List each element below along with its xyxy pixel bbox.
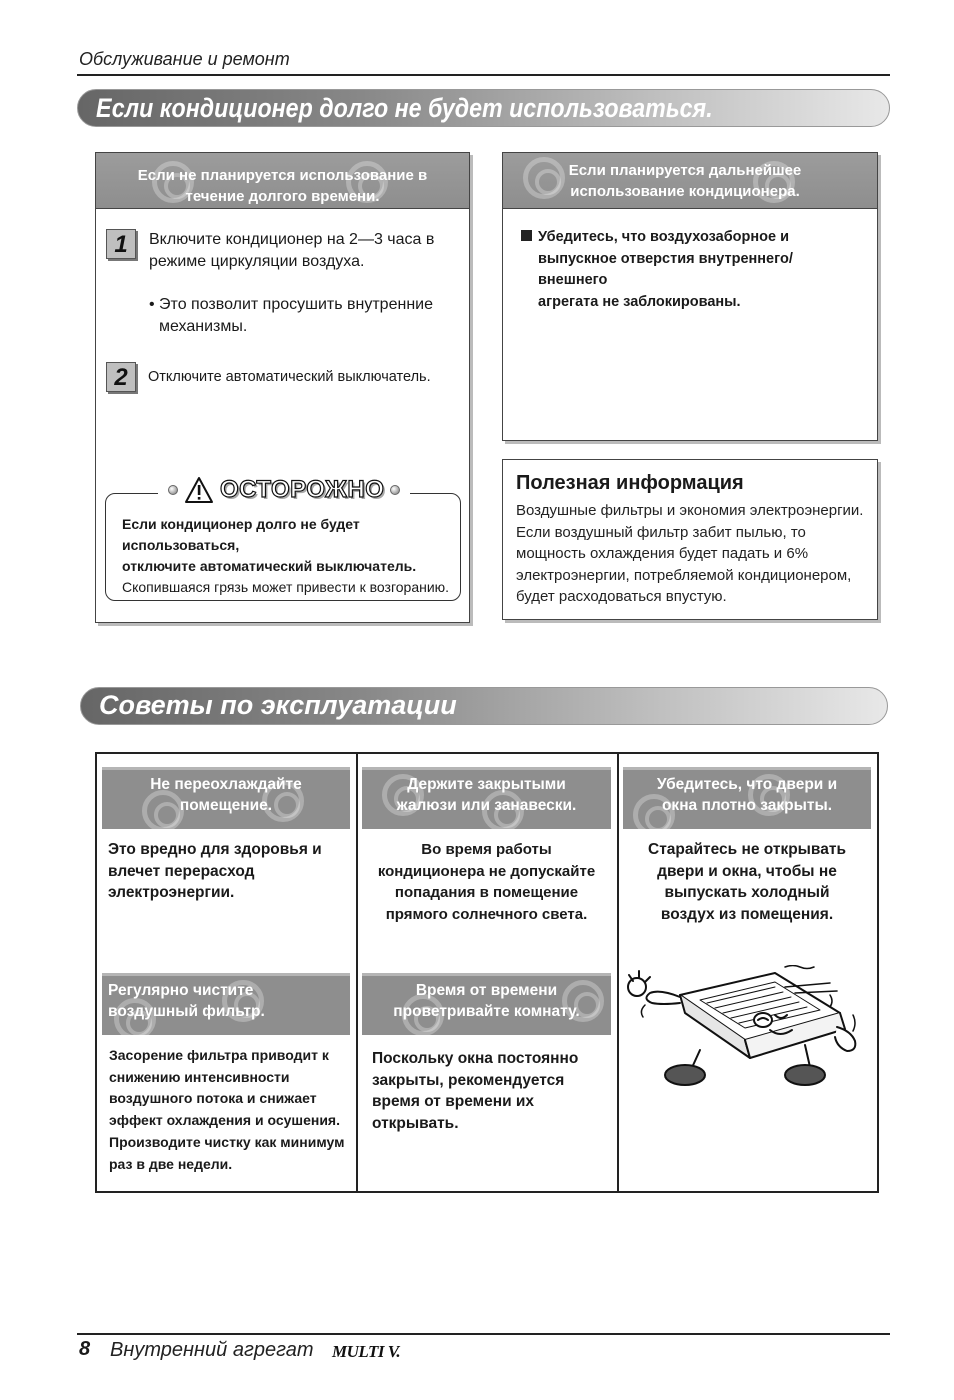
bullet-dot-icon: [168, 485, 178, 495]
banner-tips-title: Советы по эксплуатации: [99, 690, 457, 720]
tip-body-doors: Старайтесь не открывать двери и окна, чтобы не выпускать холодный воздух из помещения.: [648, 841, 846, 924]
tip-body-ventilate: Поскольку окна постоянно закрыты, рекомендуется время от времени их открывать.: [372, 1050, 579, 1132]
tip-head-filter: Регулярно чистите воздушный фильтр.: [102, 973, 350, 1035]
caution-box: [105, 476, 461, 601]
section-header: Обслуживание и ремонт: [79, 49, 290, 69]
banner-long-term: [77, 89, 890, 127]
continued-use-panel-head: [503, 153, 877, 209]
tip-body-filter: Засорение фильтра приводит к снижению интенсивности воздушного потока и снижает эффект охлаждения и осушения. Производите чистку как минимум раз в две недели.: [109, 1047, 345, 1172]
useful-info-panel: [502, 459, 878, 620]
footer-text: Внутренний агрегат: [110, 1339, 314, 1361]
continued-use-panel: [502, 152, 878, 441]
header-rule: [77, 74, 890, 76]
banner-tips: [80, 687, 888, 725]
square-bullet-icon: [521, 230, 532, 241]
long-term-panel: [95, 152, 470, 623]
caution-text: Если кондиционер долго не будет использоваться, отключите автоматический выключатель. Скопившаяся грязь может привести к возгоранию.: [122, 516, 450, 595]
grid-divider: [617, 754, 619, 1191]
banner-long-term-title: Если кондиционер долго не будет использоваться.: [96, 93, 713, 123]
long-term-panel-title: Если не планируется использование в течение долгого времени.: [137, 167, 428, 205]
grid-divider: [356, 754, 358, 1191]
tip-head-overcool: Не переохлаждайте помещение.: [102, 767, 350, 829]
page-number: 8: [79, 1338, 91, 1360]
useful-info-title: Полезная информация: [516, 472, 744, 494]
step-1-text: Включите кондиционер на 2—3 часа в режиме циркуляции воздуха.: [149, 231, 435, 270]
multi-v-logo: MULTI V.: [332, 1342, 401, 1361]
useful-info-text: Воздушные фильтры и экономия электроэнергии. Если воздушный фильтр забит пылью, то мощность охлаждения будет падать и 6% электроэнергии, потребляемой кондиционером, будет расходоваться впустую.: [516, 502, 864, 605]
continued-use-panel-title: Если планируется дальнейшее использование кондиционера.: [568, 162, 802, 200]
tip-head-ventilate: Время от времени проветривайте комнату.: [362, 973, 611, 1035]
tip-body-blinds: Во время работы кондиционера не допускайте попадания в помещение прямого солнечного света.: [377, 841, 596, 924]
continued-use-text: Убедитесь, что воздухозаборное и выпускное отверстия внутреннего/внешнего агрегата не заблокированы.: [521, 227, 861, 313]
footer-rule: [77, 1333, 890, 1335]
step-1-note: • Это позволит просушить внутренние механизмы.: [149, 296, 433, 335]
long-term-panel-head: [96, 153, 469, 209]
tip-head-blinds: Держите закрытыми жалюзи или занавески.: [362, 767, 611, 829]
caution-title: [158, 476, 410, 504]
step-2-text: Отключите автоматический выключатель.: [148, 369, 431, 385]
bullet-dot-icon: [390, 485, 400, 495]
air-conditioner-illustration: [625, 965, 865, 1090]
caution-word: ОСТОРОЖНО: [220, 476, 385, 503]
step-2-number: 2: [106, 362, 136, 392]
tip-head-doors: Убедитесь, что двери и окна плотно закрыты.: [623, 767, 871, 829]
tip-body-overcool: Это вредно для здоровья и влечет перерасход электроэнергии.: [108, 841, 322, 901]
step-1-number: 1: [106, 229, 136, 259]
warning-triangle-icon: [184, 476, 214, 504]
